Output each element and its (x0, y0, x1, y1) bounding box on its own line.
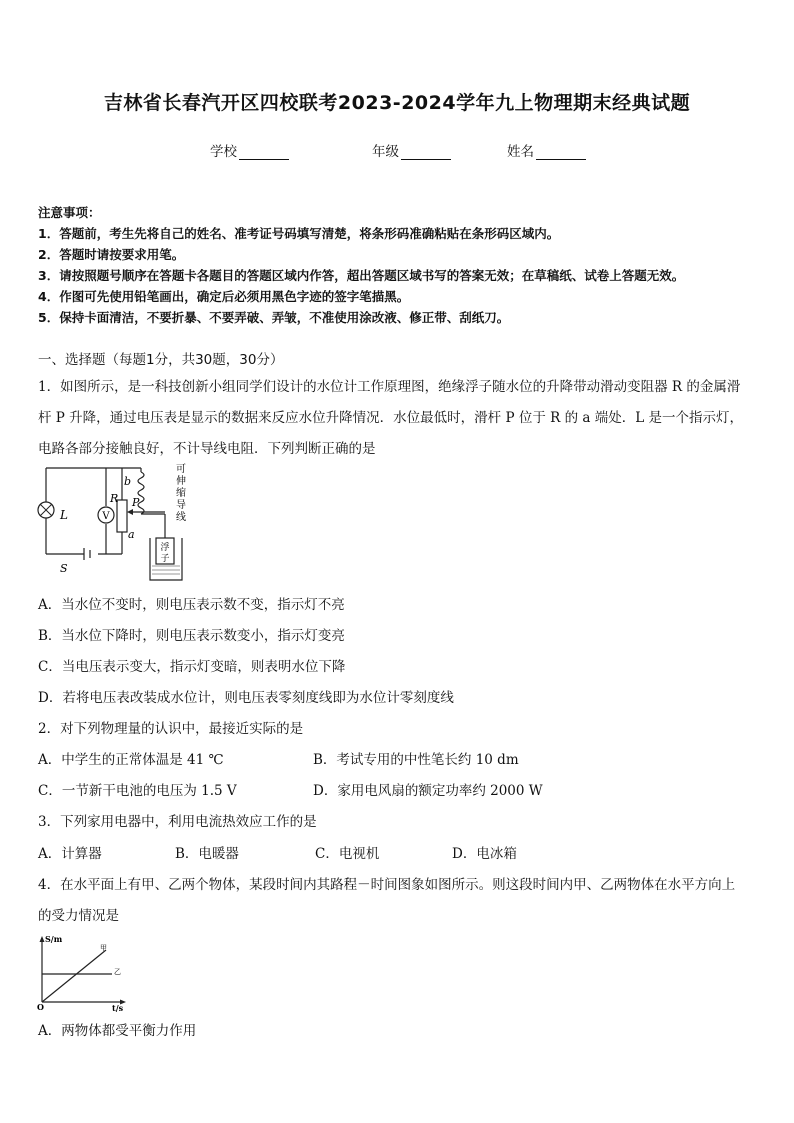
end-b-label: b (124, 475, 132, 488)
q1-option-b[interactable]: B．当水位下降时，则电压表示数变小，指示灯变亮 (38, 628, 345, 644)
q1-line-2: 杆 P 升降，通过电压表是显示的数据来反应水位升降情况．水位最低时，滑杆 P 位于 R 的 a 端处．L 是一个指示灯， (38, 410, 743, 426)
q1-option-c[interactable]: C．当电压表示变大，指示灯变暗，则表明水位下降 (38, 659, 346, 675)
notice-heading: 注意事项： (38, 205, 101, 220)
q3-option-d[interactable]: D．电冰箱 (452, 846, 517, 862)
graph-yi-label: 乙 (114, 968, 121, 976)
wire-char-3: 缩 (176, 488, 186, 499)
q3-option-a[interactable]: A．计算器 (38, 846, 102, 862)
q1-line-1: 1．如图所示，是一科技创新小组同学们设计的水位计工作原理图，绝缘浮子随水位的升降带动滑动变阻器 R 的金属滑 (38, 379, 741, 395)
school-label: 学校 (210, 144, 237, 160)
name-blank[interactable] (536, 145, 586, 160)
q1-line-3: 电路各部分接触良好，不计导线电阻．下列判断正确的是 (38, 441, 376, 457)
rheostat-label: R (110, 492, 119, 505)
section-heading: 一、选择题（每题1分，共30题，30分） (38, 352, 284, 368)
page-title: 吉林省长春汽开区四校联考2023-2024学年九上物理期末经典试题 (103, 92, 691, 114)
q2-option-b[interactable]: B．考试专用的中性笔长约 10 dm (313, 752, 519, 768)
lamp-label: L (60, 508, 68, 522)
school-field (210, 140, 289, 160)
q2-option-c[interactable]: C．一节新干电池的电压为 1.5 V (38, 783, 237, 799)
notice-item-4: 4．作图可先使用铅笔画出，确定后必须用黑色字迹的签字笔描黑。 (38, 289, 410, 304)
slider-p-label: P (132, 496, 140, 509)
grade-blank[interactable] (401, 145, 451, 160)
q3-option-b[interactable]: B．电暖器 (175, 846, 239, 862)
graph-jia-label: 甲 (100, 944, 107, 952)
voltmeter-label: V (102, 511, 110, 522)
q2-option-a[interactable]: A．中学生的正常体温是 41 ℃ (38, 752, 224, 768)
graph-xlabel: t/s (112, 1003, 124, 1012)
grade-label: 年级 (372, 144, 399, 160)
school-blank[interactable] (239, 145, 289, 160)
q4-line-1: 4．在水平面上有甲、乙两个物体，某段时间内其路程－时间图象如图所示。则这段时间内甲、乙两物体在水平方向上 (38, 877, 736, 893)
name-field (507, 140, 586, 160)
notice-item-2: 2．答题时请按要求用笔。 (38, 247, 185, 262)
q2-stem: 2．对下列物理量的认识中，最接近实际的是 (38, 721, 304, 737)
float-char-1: 浮 (160, 543, 170, 553)
q1-option-a[interactable]: A．当水位不变时，则电压表示数不变，指示灯不亮 (38, 597, 345, 613)
q4-distance-time-graph (34, 932, 134, 1012)
switch-label: S (60, 562, 68, 575)
graph-origin: O (37, 1002, 44, 1012)
wire-char-4: 导 (176, 500, 186, 511)
notice-item-3: 3．请按照题号顺序在答题卡各题目的答题区域内作答，超出答题区域书写的答案无效；在草稿纸、试卷上答题无效。 (38, 268, 685, 283)
q1-option-d[interactable]: D．若将电压表改装成水位计，则电压表零刻度线即为水位计零刻度线 (38, 690, 454, 706)
name-label: 姓名 (507, 144, 534, 160)
q3-option-c[interactable]: C．电视机 (315, 846, 380, 862)
wire-char-1: 可 (176, 464, 186, 475)
end-a-label: a (128, 528, 135, 541)
notice-item-5: 5．保持卡面清洁，不要折暴、不要弄破、弄皱，不准使用涂改液、修正带、刮纸刀。 (38, 310, 510, 325)
q1-circuit-diagram (36, 462, 196, 586)
q3-stem: 3．下列家用电器中，利用电流热效应工作的是 (38, 814, 317, 830)
grade-field (372, 140, 451, 160)
q4-line-2: 的受力情况是 (38, 908, 119, 924)
q2-option-d[interactable]: D．家用电风扇的额定功率约 2000 W (313, 783, 543, 799)
float-char-2: 子 (160, 554, 170, 564)
wire-char-5: 线 (176, 512, 186, 523)
graph-ylabel: S/m (45, 934, 63, 944)
notice-item-1: 1．答题前，考生先将自己的姓名、准考证号码填写清楚，将条形码准确粘贴在条形码区域内。 (38, 226, 560, 241)
wire-char-2: 伸 (176, 476, 186, 487)
q4-option-a[interactable]: A．两物体都受平衡力作用 (38, 1023, 197, 1039)
